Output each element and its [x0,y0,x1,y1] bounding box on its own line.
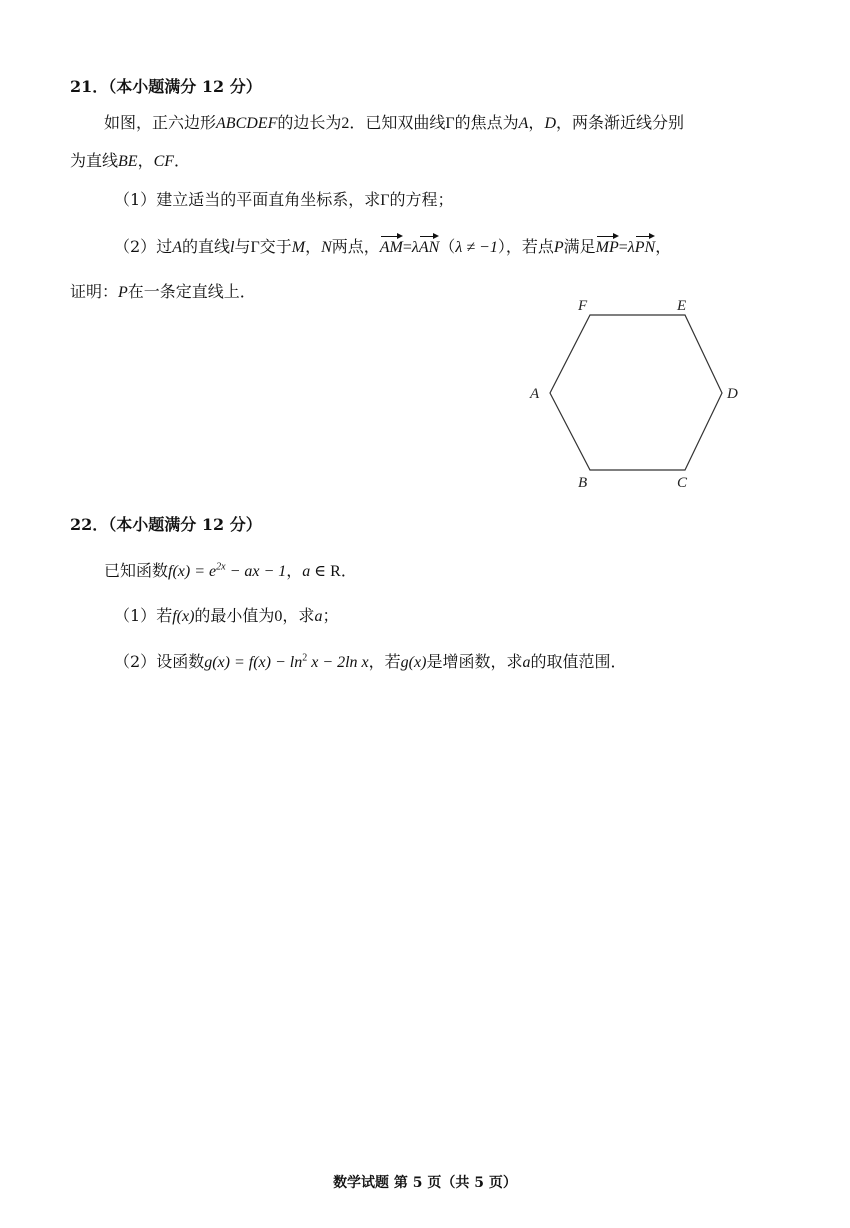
text: 如图，正六边形 [104,113,217,132]
var-a: a [302,563,311,580]
exponent: 2x [216,561,226,573]
q21-header [70,76,262,98]
text: 的焦点为 [454,113,519,132]
text: 设函数 [156,652,205,671]
gx: g(x) [400,654,427,671]
lambda: λ [411,239,419,256]
set-r: ∈ R [310,563,341,580]
point-p: P [553,239,564,256]
focus-a: A [518,115,529,132]
point-m: M [291,239,306,256]
var-a: a [522,654,531,671]
page-footer: 数学试题 第 5 页（共 5 页） [333,1175,517,1191]
text: ． [340,561,357,580]
q21-intro-line2 [70,150,190,173]
vector-mp-label: MP [595,239,619,256]
vector-pn [635,237,655,259]
focus-d: D [544,115,556,132]
text: ，若点 [505,237,554,256]
text: （ [439,237,456,256]
q22-part1 [114,605,338,628]
vector-an [419,237,439,259]
gamma-symbol: Γ [380,192,390,209]
q22-part2 [114,651,626,674]
text: ， [528,113,545,132]
q22-given [104,560,357,583]
text: 为直线 [70,151,119,170]
text: 若 [156,606,173,625]
q21-part2-line2 [70,281,256,304]
text: 两点， [331,237,380,256]
text: 是增函数，求 [426,652,523,671]
gamma-symbol: Γ [250,239,260,256]
vertex-label-f: F [578,298,588,314]
text: 满足 [563,237,596,256]
part-label: （2） [114,652,157,671]
q21-part1 [114,189,453,212]
vector-mp [596,237,619,259]
hexagon-figure [520,292,750,492]
hexagon-shape [550,315,722,470]
exponent: 2 [302,652,308,664]
function-f-def: f(x) = e [168,563,217,580]
text: ． [174,151,191,170]
q21-number: 21． [70,77,109,96]
line-l: l [230,239,235,256]
zero: 0 [274,608,283,625]
text: ， [286,561,303,580]
equals: = [618,239,628,256]
equals: = [402,239,412,256]
point-n: N [321,239,332,256]
text: ） [497,237,506,256]
line-cf: CF [153,153,175,170]
text: ．已知双曲线 [349,113,446,132]
function-f-rest: − ax − 1 [225,563,287,580]
text: 的直线 [181,237,230,256]
point-p: P [118,284,128,301]
point-a: A [172,239,182,256]
side-length: 2 [341,115,350,132]
q21-intro-line1 [104,112,684,135]
hexagon-name: ABCDEF [216,115,278,132]
text: 过 [156,237,173,256]
q21-points: （本小题满分 12 分） [108,77,262,96]
part-label: （2） [114,237,157,256]
vector-an-label: AN [418,239,440,256]
text: ，两条渐近线分别 [556,113,685,132]
q21-part2-line1 [114,236,671,259]
function-g-rest: x − 2ln x [307,654,369,671]
part-label: （1） [114,190,157,209]
var-a: a [314,608,323,625]
text: ， [137,151,154,170]
q22-points: （本小题满分 12 分） [108,515,262,534]
vertex-label-d: D [727,386,738,402]
vertex-label-a: A [530,386,540,402]
text: 证明： [70,282,119,301]
text: 已知函数 [104,561,169,580]
q22-number: 22． [70,515,109,534]
line-be: BE [118,153,138,170]
fx: f(x) [172,608,195,625]
vertex-label-e: E [677,298,687,314]
lambda-condition: λ ≠ −1 [455,239,498,256]
text: 的边长为 [277,113,342,132]
text: 在一条定直线上． [127,282,256,301]
text: ， [305,237,322,256]
text: ，若 [368,652,401,671]
text: 的最小值为 [194,606,275,625]
lambda: λ [627,239,635,256]
text: 的取值范围． [530,652,627,671]
text: ， [655,237,672,256]
text: ，求 [282,606,315,625]
text: 建立适当的平面直角坐标系，求 [156,190,381,209]
text: ； [322,606,339,625]
gamma-symbol: Γ [445,115,455,132]
vector-am [380,237,403,259]
text: 与 [234,237,251,256]
function-g-def: g(x) = f(x) − ln [204,654,303,671]
vector-pn-label: PN [634,239,656,256]
text: 的方程； [389,190,454,209]
part-label: （1） [114,606,157,625]
q22-header [70,514,262,536]
vector-am-label: AM [379,239,403,256]
vertex-label-c: C [677,475,688,491]
text: 交于 [259,237,292,256]
vertex-label-b: B [578,475,588,491]
